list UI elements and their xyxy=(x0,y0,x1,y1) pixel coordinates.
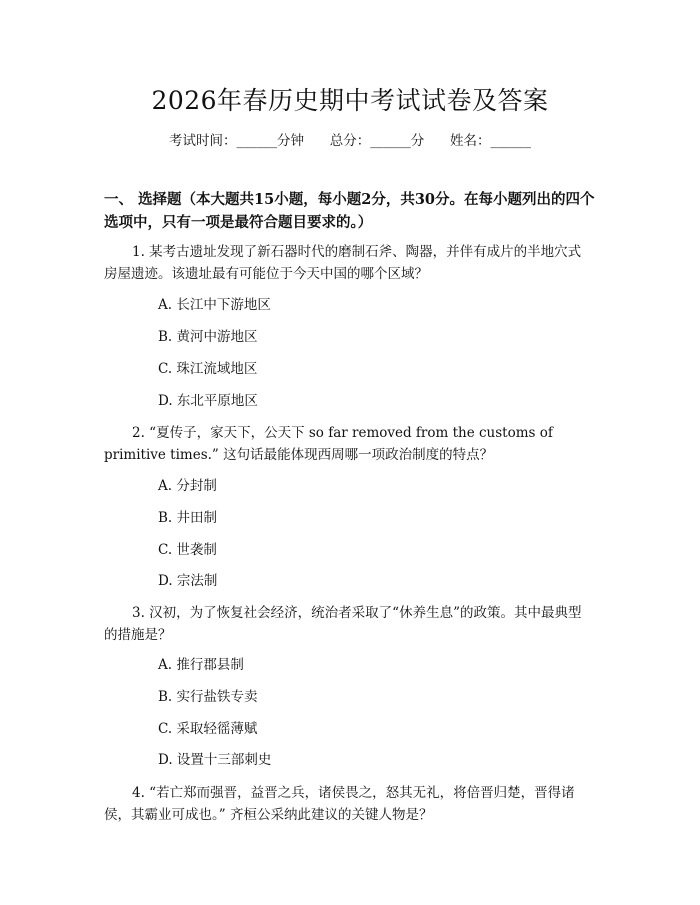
question-1-option-a: A. 长江中下游地区 xyxy=(158,297,271,313)
question-3-option-c: C. 采取轻徭薄赋 xyxy=(158,721,258,737)
question-1-stem: 1. 某考古遗址发现了新石器时代的磨制石斧、陶器，并伴有成片的半地穴式房屋遗迹。该遗址最有可能位于今天中国的哪个区域？ xyxy=(104,244,582,282)
question-1-option-c: C. 珠江流域地区 xyxy=(158,361,258,377)
exam-info-line: 考试时间：______分钟 总分：______分 姓名：______ xyxy=(169,133,531,149)
question-1-option-b: B. 黄河中游地区 xyxy=(158,329,258,345)
question-3-stem: 3. 汉初，为了恢复社会经济，统治者采取了“休养生息”的政策。其中最典型的措施是？ xyxy=(104,605,582,643)
question-2-stem: 2. “夏传子，家天下，公天下 so far removed from the customs of primitive times.” 这句话最能体现西周哪一项政治制度的特点？ xyxy=(104,425,553,463)
question-2-option-d: D. 宗法制 xyxy=(158,573,218,589)
question-3-option-b: B. 实行盐铁专卖 xyxy=(158,689,258,705)
question-2-option-b: B. 井田制 xyxy=(158,510,218,526)
question-2-option-a: A. 分封制 xyxy=(158,478,217,494)
question-2-option-c: C. 世袭制 xyxy=(158,542,217,558)
question-3-option-a: A. 推行郡县制 xyxy=(158,657,244,673)
exam-title: 2026年春历史期中考试试卷及答案 xyxy=(151,86,549,115)
question-4-stem: 4. “若亡郑而强晋，益晋之兵，诸侯畏之，怒其无礼，将倍晋归楚，晋得诸侯，其霸业可成也。” 齐桓公采纳此建议的关键人物是？ xyxy=(104,785,575,823)
question-1-option-d: D. 东北平原地区 xyxy=(158,393,258,409)
section-heading: 一、 选择题（本大题共15小题，每小题2分，共30分。在每小题列出的四个选项中，只有一项是最符合题目要求的。） xyxy=(104,191,595,231)
question-3-option-d: D. 设置十三部刺史 xyxy=(158,752,272,768)
